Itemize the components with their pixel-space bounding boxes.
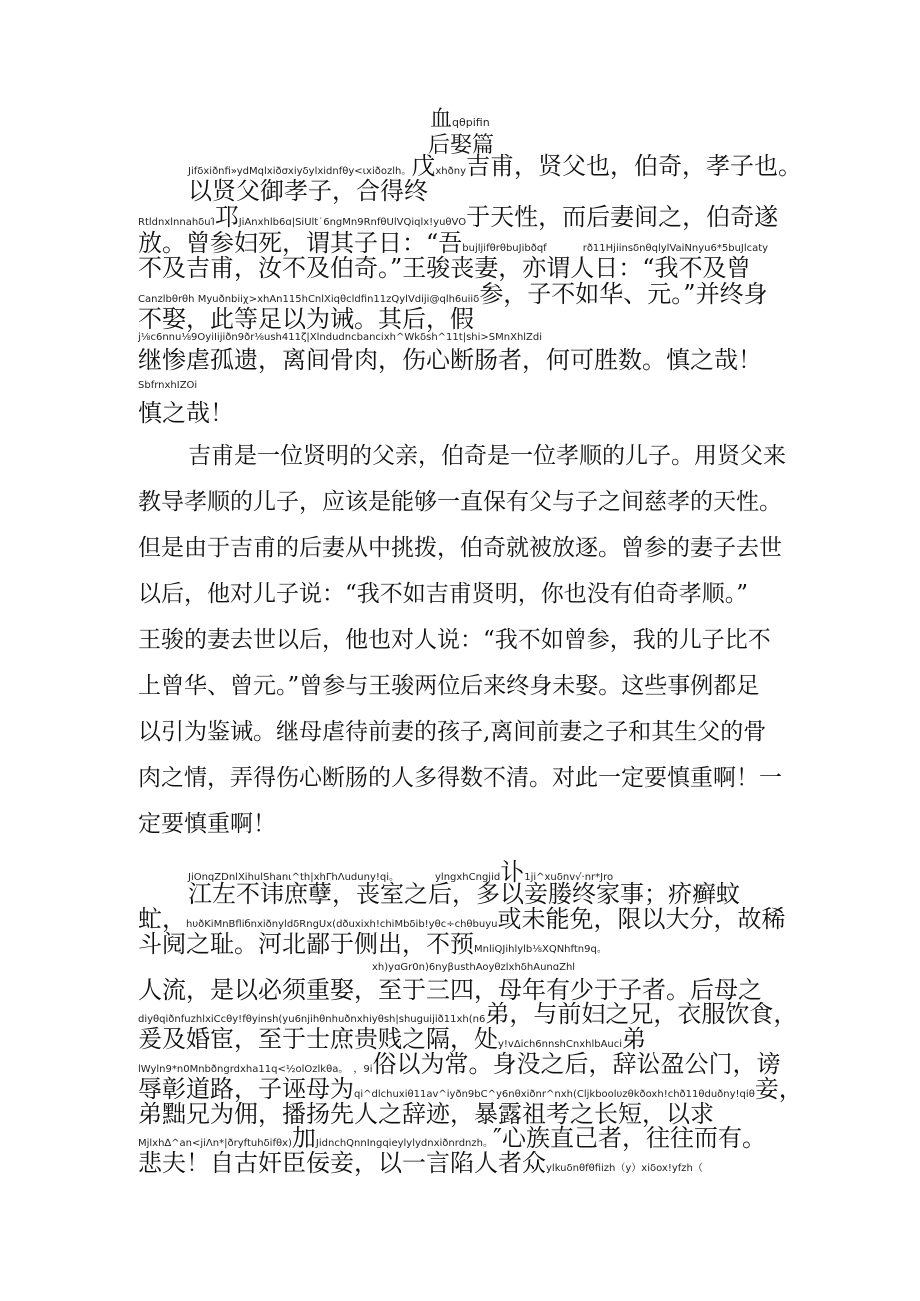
text-line-b13 — [138, 1149, 703, 1177]
pinyin-run: Jifδxiðnfi»ydMqlxiðσxiyδylxidnfθy<ιxiðozlh。 — [188, 166, 412, 177]
text-line-b7 — [138, 1000, 797, 1028]
text-run: 虻， — [138, 905, 186, 933]
pinyin-run: RtldnxlnnahδuΊ — [138, 217, 215, 228]
text-line-4 — [138, 229, 768, 257]
header-char: 血 — [430, 107, 453, 132]
text-line-1 — [188, 152, 802, 180]
translation-line: 教导孝顺的儿子，应该是能够一直保有父与子之间慈孝的天性。 — [138, 489, 782, 515]
translation-line: 吉甫是一位贤明的父亲，伯奇是一位孝顺的儿子。用贤父来 — [188, 443, 786, 469]
text-line-b6: 人流，是以必须重娶，至于三四，母年有少于子者。后母之 — [138, 976, 762, 1004]
text-line-b9 — [138, 1050, 781, 1078]
text-run: 斗阋之耻。河北鄙于侧出，不预 — [138, 930, 474, 958]
text-line-b4 — [138, 930, 607, 958]
text-run: 辱彰道路，子诬母为 — [138, 1075, 354, 1103]
text-line-2: 以贤父御孝子，合得终 — [188, 177, 428, 205]
translation-line: 王骏的妻去世以后，他也对人说：“我不如曾参，我的儿子比不 — [138, 627, 771, 653]
pinyin-run: ylkuδnθfθfiizh（y）xiδox!yfzh（ — [546, 1163, 703, 1174]
text-run: 参，子不如华、元。”并终身 — [479, 280, 768, 308]
text-run: 吉甫，贤父也，伯奇，孝子也。 — [466, 152, 802, 180]
translation-line: 以引为鉴诫。继母虐待前妻的孩子,离间前妻之子和其生父的骨 — [138, 719, 767, 745]
text-line-9: 继惨虐孤遗，离间骨肉，伤心断肠者，何可胜数。慎之哉！ — [138, 346, 762, 374]
text-line-8: j⅛c6nnu⅛9OyiIijiðn9ðr⅛ush411ζ|Xlndudncbancixh^Wkδsh^11t|shi>SMnXhlZdi — [138, 332, 543, 343]
text-line-7: 不娶，此等足以为诫。其后，假 — [138, 305, 474, 333]
text-line-3 — [138, 203, 778, 231]
text-line-b3 — [138, 905, 786, 933]
translation-line: 上曾华、曾元。”曾参与王骏两位后来终身未娶。这些事例都足 — [138, 673, 760, 699]
translation-line: 但是由于吉甫的后妻从中挑拨，伯奇就被放逐。曾参的妻子去世 — [138, 535, 782, 561]
pinyin-run: JidnchQnnIngqieylylydnxiðnrdnzh。 — [315, 1138, 493, 1149]
pinyin-run: lWyln9*n0Mnbðngrdxha11q<½olOzlkθa。 — [138, 1064, 344, 1075]
text-run: 俗以为常。身没之后，辞讼盈公门，谤 — [372, 1050, 781, 1078]
translation-line: 肉之情，弄得伤心断肠的人多得数不清。对此一定要慎重啊！一 — [138, 765, 782, 791]
text-line-b11: 弟黜兄为佣，播扬先人之辞迹，暴露祖考之长短，以求 — [138, 1100, 714, 1128]
pinyin-run: rð11HjiinsδnθqlylVaiNnyu6*5buJlcaty — [582, 243, 769, 254]
text-run: 于天性，而后妻间之，伯奇遂 — [466, 203, 779, 231]
pinyin-run: ylngxhCngjid — [435, 872, 501, 883]
pinyin-run: JiOnqZDnlXihulShanι^th|xhΓhΛuduny!qi。 — [188, 872, 399, 883]
text-line-5: 不及吉甫，汝不及伯奇。”王骏丧妻，亦谓人日：“我不及曾 — [138, 254, 751, 282]
pinyin-run: Canzlbθrθh Myuðnbiiχ>xhAn115hCnlXiqθcldfin11zQylVdiji@qlh6uiiδ — [138, 294, 480, 305]
pinyin-run: bujljifθrθbuJibðqf — [462, 243, 547, 254]
pinyin-run: qi^dlchuxiθ11av^iyðn9bC^y6nθxiðnr^nxh(Cljkboolυzθkðoxh!chð11θduðny!qiθ — [354, 1089, 755, 1100]
text-run: 悲夫！自古奸臣佞妾，以一言陷人者众 — [138, 1149, 546, 1177]
pinyin-run: y!vΔich6nnshCnxhlbAuci — [498, 1039, 623, 1050]
text-line-b8 — [138, 1025, 646, 1053]
text-run: 放。曾参妇死，谓其子日：“吾 — [138, 229, 463, 257]
text-line-b12 — [138, 1124, 766, 1152]
text-line-10: SbfrnxhIZOi — [138, 380, 198, 391]
text-line-b2: 江左不讳庶孽，丧室之后，多以妾媵终家事；疥癣蚊 — [188, 880, 740, 908]
text-line-b10 — [138, 1075, 803, 1103]
text-run: ″心族直己者，往往而有。 — [492, 1124, 766, 1152]
pinyin-run: MnliQJihlylb⅛XQNhftn9q。 — [474, 944, 607, 955]
text-run: 讣 — [500, 858, 525, 886]
text-run: 爰及婚宦，至于士庶贵贱之隔，处 — [138, 1025, 498, 1053]
translation-line: 定要慎重啊！ — [138, 811, 276, 837]
translation-line: 以后，他对儿子说：“我不如吉甫贤明，你也没有伯奇孝顺。” — [138, 581, 749, 607]
header-pinyin: qθpifin — [452, 116, 490, 129]
text-run: 妾， — [754, 1075, 803, 1103]
text-run: 加 — [291, 1124, 316, 1152]
pinyin-run: xhðny — [435, 166, 466, 177]
text-line-11: 慎之哉！ — [138, 399, 234, 427]
page-title: 后娶篇 — [428, 133, 495, 158]
text-run: 弟 — [622, 1025, 647, 1053]
text-line-6 — [138, 280, 768, 308]
pinyin-run: hυðKiMnBfliбnxiðnyldδRngUx(dðuxixh!chiMbδib!yθc÷chθbuyu — [186, 919, 498, 930]
text-run: 或未能免，限以大分，故稀 — [497, 905, 786, 933]
text-run: 弟，与前妇之兄，衣服饮食， — [485, 1000, 798, 1028]
text-run: 戊 — [411, 152, 436, 180]
text-line-b5: xh)yɑGr0n)6nyβusthAoyθzlxhδhAunɑZhl — [372, 962, 576, 973]
pinyin-run: Mjlxh∆^an<jiΛn*|ðryftuhδifθx) — [138, 1138, 292, 1149]
pinyin-run: JiAnxhlb6ɑ|SiUlt˙6ngMn9RnfθUlVQiqlx!yuθVO — [238, 217, 467, 228]
text-run: 邛 — [214, 203, 239, 231]
pinyin-run: diyθqiðnfuzhlxiCcθy!fθyinsh(yu6njihθnhuðnxhiyθsh|shuguijið11xh(n6 — [138, 1014, 486, 1025]
pinyin-run: ，9i — [353, 1064, 373, 1075]
pinyin-run: 1ji^xuδnv√·nr*Jro — [524, 872, 614, 883]
